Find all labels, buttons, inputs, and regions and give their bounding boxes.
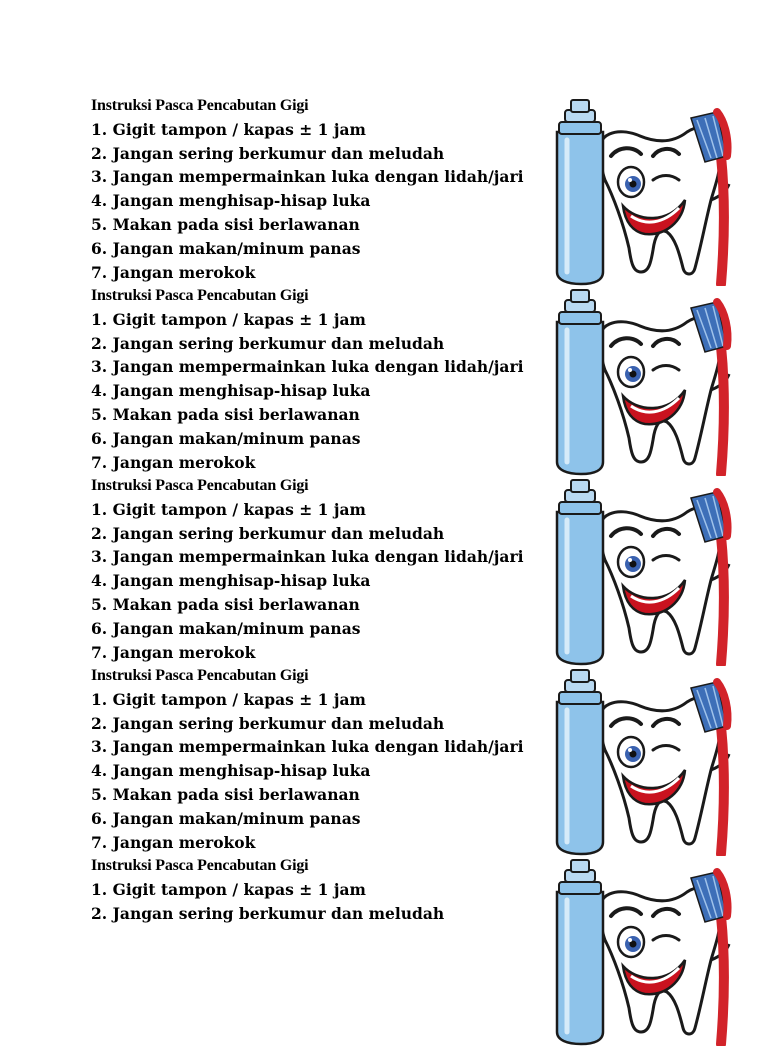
- instruction-item: 6. Jangan makan/minum panas: [91, 238, 361, 258]
- instruction-item: 3. Jangan mempermainkan luka dengan lidah/jari: [91, 167, 524, 187]
- tooth-illustration: [545, 96, 745, 286]
- instruction-item: 6. Jangan makan/minum panas: [91, 808, 361, 828]
- instruction-item: 2. Jangan sering berkumur dan meludah: [91, 143, 445, 163]
- instruction-title: Instruksi Pasca Pencabutan Gigi: [91, 667, 309, 684]
- instruction-title: Instruksi Pasca Pencabutan Gigi: [91, 287, 309, 304]
- instruction-item: 1. Gigit tampon / kapas ± 1 jam: [91, 499, 366, 519]
- instruction-item: 7. Jangan merokok: [91, 832, 256, 852]
- instruction-block: [0, 284, 768, 474]
- instruction-text: [91, 854, 531, 925]
- instruction-item: 6. Jangan makan/minum panas: [91, 618, 361, 638]
- instruction-block: [0, 94, 768, 284]
- instruction-item: 7. Jangan merokok: [91, 452, 256, 472]
- instruction-title: Instruksi Pasca Pencabutan Gigi: [91, 857, 309, 874]
- tooth-mascot-icon: [545, 856, 745, 1046]
- instruction-item: 4. Jangan menghisap-hisap luka: [91, 571, 371, 591]
- instruction-item: 6. Jangan makan/minum panas: [91, 428, 361, 448]
- instruction-title: Instruksi Pasca Pencabutan Gigi: [91, 477, 309, 494]
- instruction-text: [91, 474, 531, 664]
- tooth-illustration: [545, 286, 745, 476]
- instruction-item: 7. Jangan merokok: [91, 262, 256, 282]
- instruction-item: 5. Makan pada sisi berlawanan: [91, 784, 360, 804]
- instruction-item: 3. Jangan mempermainkan luka dengan lidah/jari: [91, 357, 524, 377]
- instruction-item: 5. Makan pada sisi berlawanan: [91, 214, 360, 234]
- tooth-mascot-icon: [545, 96, 745, 286]
- instruction-item: 1. Gigit tampon / kapas ± 1 jam: [91, 879, 366, 899]
- instruction-text: [91, 664, 531, 854]
- instruction-block: [0, 854, 768, 1044]
- instruction-item: 4. Jangan menghisap-hisap luka: [91, 191, 371, 211]
- instruction-item: 4. Jangan menghisap-hisap luka: [91, 761, 371, 781]
- tooth-mascot-icon: [545, 666, 745, 856]
- tooth-mascot-icon: [545, 286, 745, 476]
- instruction-item: 1. Gigit tampon / kapas ± 1 jam: [91, 689, 366, 709]
- instruction-sheet: [0, 94, 768, 1044]
- instruction-item: 7. Jangan merokok: [91, 642, 256, 662]
- instruction-item: 5. Makan pada sisi berlawanan: [91, 594, 360, 614]
- instruction-item: 2. Jangan sering berkumur dan meludah: [91, 713, 445, 733]
- instruction-text: [91, 94, 531, 284]
- instruction-item: 3. Jangan mempermainkan luka dengan lidah/jari: [91, 737, 524, 757]
- instruction-item: 5. Makan pada sisi berlawanan: [91, 404, 360, 424]
- instruction-block: [0, 664, 768, 854]
- instruction-block: [0, 474, 768, 664]
- tooth-illustration: [545, 666, 745, 856]
- instruction-item: 4. Jangan menghisap-hisap luka: [91, 381, 371, 401]
- tooth-illustration: [545, 476, 745, 666]
- instruction-item: 1. Gigit tampon / kapas ± 1 jam: [91, 119, 366, 139]
- instruction-item: 2. Jangan sering berkumur dan meludah: [91, 903, 445, 923]
- instruction-title: Instruksi Pasca Pencabutan Gigi: [91, 97, 309, 114]
- instruction-item: 2. Jangan sering berkumur dan meludah: [91, 523, 445, 543]
- tooth-illustration: [545, 856, 745, 1046]
- instruction-text: [91, 284, 531, 474]
- instruction-item: 3. Jangan mempermainkan luka dengan lidah/jari: [91, 547, 524, 567]
- instruction-item: 1. Gigit tampon / kapas ± 1 jam: [91, 309, 366, 329]
- instruction-item: 2. Jangan sering berkumur dan meludah: [91, 333, 445, 353]
- tooth-mascot-icon: [545, 476, 745, 666]
